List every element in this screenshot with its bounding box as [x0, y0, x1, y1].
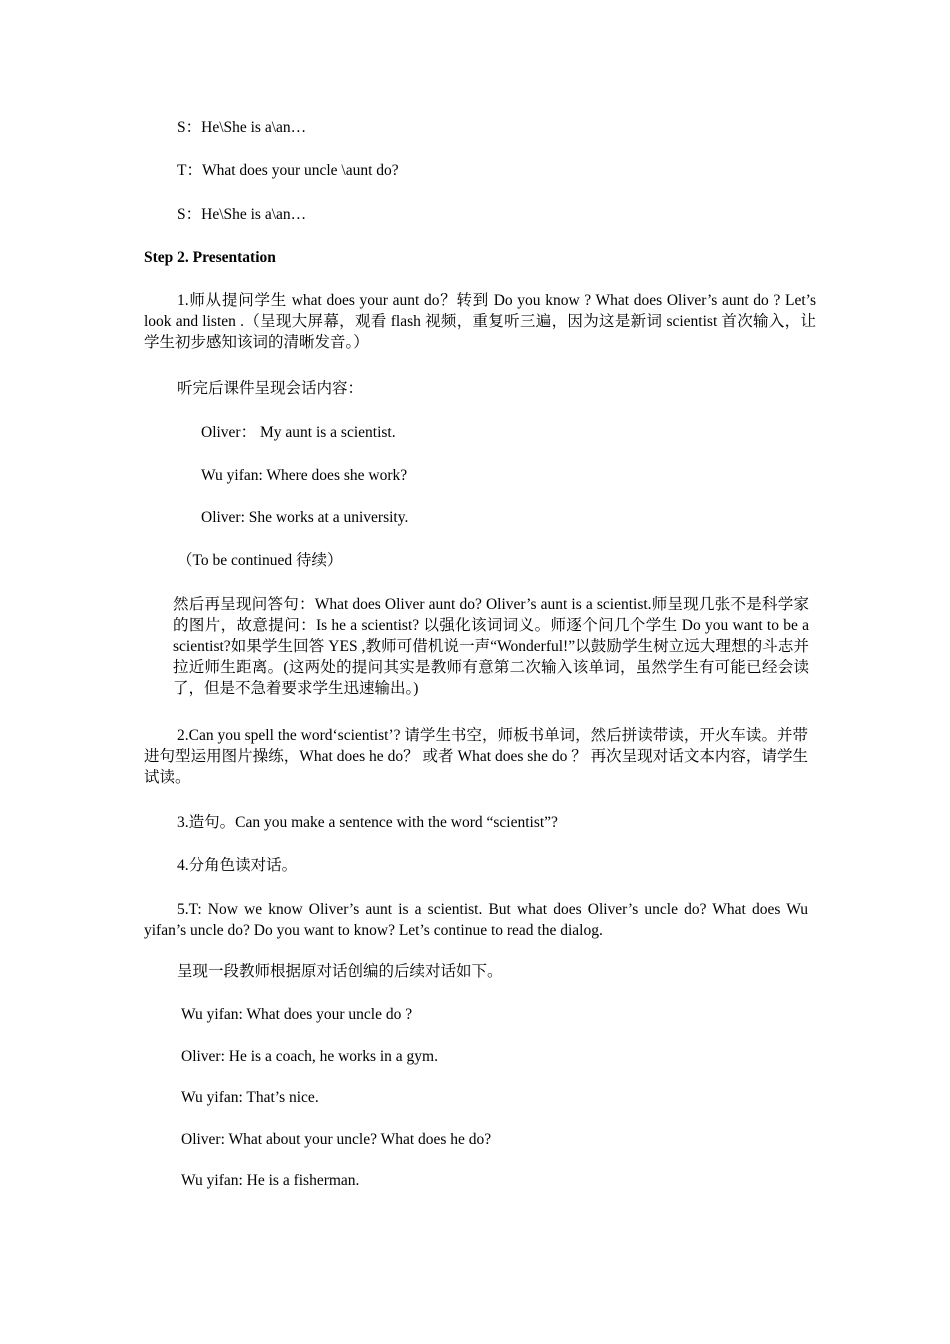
step-heading: Step 2. Presentation: [144, 249, 276, 266]
after-listen-line: 听完后课件呈现会话内容：: [177, 380, 364, 397]
paragraph-1: 1.师从提问学生 what does your aunt do？转到 Do you know ? What does Oliver’s aunt do ? Let’s look and listen .（呈现大屏幕，观看 flash 视频，重复听三遍，因为这是新词 scientist 首次输入，让学生初步感知该词的清晰发音。）: [144, 292, 816, 351]
exchange-line-3: S：He\She is a\an…: [177, 206, 307, 223]
paragraph-4: 4.分角色读对话。: [177, 857, 298, 874]
to-be-continued: （To be continued 待续）: [177, 552, 343, 569]
paragraph-5: 5.T: Now we know Oliver’s aunt is a scientist. But what does Oliver’s uncle do? What does Wu yifan’s uncle do? Do you want to know? Let’s continue to read the dialog.: [144, 901, 808, 939]
dialog2-line-3: Wu yifan: That’s nice.: [181, 1089, 319, 1106]
dialog1-line-2: Wu yifan: Where does she work?: [201, 467, 408, 484]
dialog2-line-2: Oliver: He is a coach, he works in a gym.: [181, 1048, 438, 1065]
paragraph-2: 2.Can you spell the word‘scientist’? 请学生书空，师板书单词，然后拼读带读，开火车读。并带进句型运用图片操练，What does he do？ 或者 What does she do ？ 再次呈现对话文本内容，请学生试读。: [144, 727, 808, 786]
present-line: 呈现一段教师根据原对话创编的后续对话如下。: [177, 963, 503, 980]
dialog2-line-4: Oliver: What about your uncle? What does he do?: [181, 1131, 492, 1148]
dialog2-line-1: Wu yifan: What does your uncle do ?: [181, 1006, 413, 1023]
paragraph-3: 3.造句。Can you make a sentence with the word “scientist”?: [177, 814, 558, 831]
dialog1-line-3: Oliver: She works at a university.: [201, 509, 409, 526]
dialog1-line-1: Oliver： My aunt is a scientist.: [201, 424, 396, 441]
paragraph-then: 然后再呈现问答句：What does Oliver aunt do? Oliver’s aunt is a scientist.师呈现几张不是科学家的图片，故意提问：Is he a scientist? 以强化该词词义。师逐个问几个学生 Do you want to be a scientist?如果学生回答 YES ,教师可借机说一声“Wonderful!”以鼓励学生树立远大理想的斗志并拉近师生距离。(这两处的提问其实是教师有意第二次输入该单词，虽然学生有可能已经会读了，但是不急着要求学生迅速输出。): [173, 596, 809, 697]
exchange-line-1: S：He\She is a\an…: [177, 119, 307, 136]
exchange-line-2: T：What does your uncle \aunt do?: [177, 162, 399, 179]
dialog2-line-5: Wu yifan: He is a fisherman.: [181, 1172, 360, 1189]
